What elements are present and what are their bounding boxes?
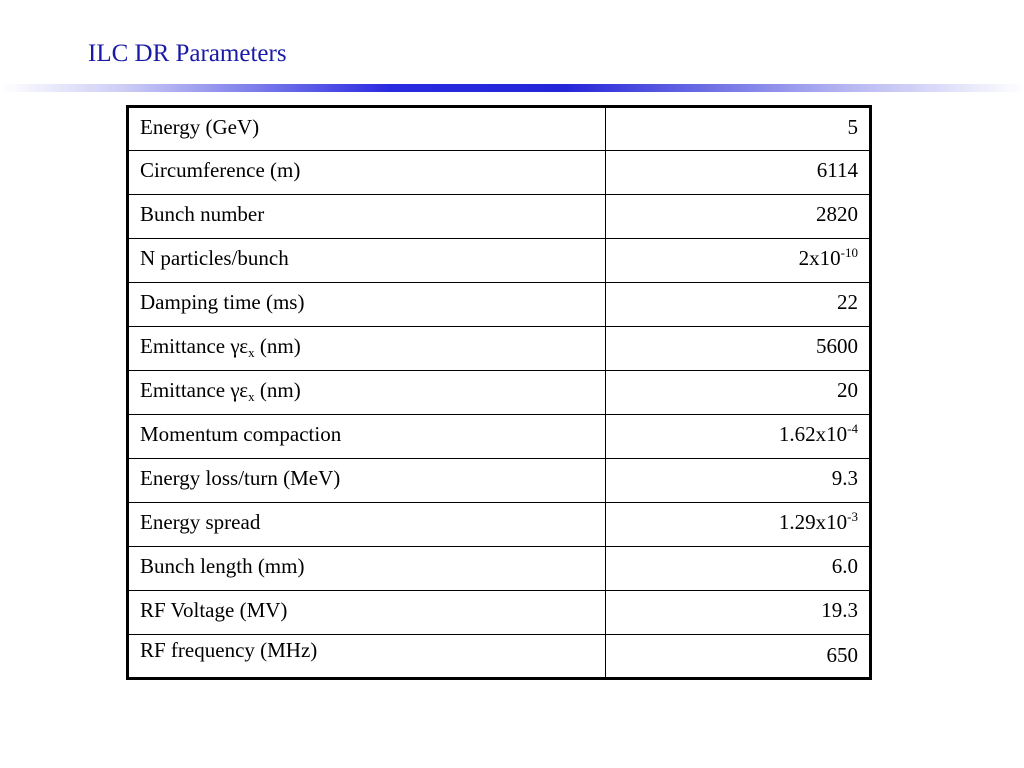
parameter-name: RF Voltage (MV) [128,591,606,635]
table-row [128,503,871,547]
value-base: 1.29x10 [778,510,848,534]
parameter-name [128,371,606,415]
value-base: 1.62x10 [778,422,848,446]
name-suffix: (nm) [254,378,301,402]
parameter-name: Damping time (ms) [128,283,606,327]
parameter-name: N particles/bunch [128,239,606,283]
parameter-value: 6114 [606,151,871,195]
table-row [128,195,871,239]
parameter-name: Energy loss/turn (MeV) [128,459,606,503]
parameter-name [128,327,606,371]
parameter-value: 650 [606,635,871,679]
table-row [128,591,871,635]
name-suffix: (nm) [254,334,301,358]
table-row [128,415,871,459]
name-subscript: x [248,389,255,404]
parameter-name: Bunch number [128,195,606,239]
value-exponent: -10 [840,245,858,260]
parameter-value: 6.0 [606,547,871,591]
parameter-name: Circumference (m) [128,151,606,195]
parameter-value: 9.3 [606,459,871,503]
value-base: 2x10 [798,246,841,270]
table-row [128,371,871,415]
parameter-value [606,239,871,283]
parameter-name: RF frequency (MHz) [128,635,606,679]
table-row [128,327,871,371]
table-row [128,283,871,327]
parameter-value: 5 [606,107,871,151]
parameters-table [126,105,872,680]
parameter-value [606,503,871,547]
table-row [128,151,871,195]
table-row [128,635,871,679]
title-divider [0,84,1024,92]
parameter-name: Energy spread [128,503,606,547]
parameter-value: 2820 [606,195,871,239]
parameter-name: Energy (GeV) [128,107,606,151]
value-exponent: -3 [847,509,858,524]
name-subscript: x [248,345,255,360]
slide-title: ILC DR Parameters [88,40,287,67]
table-row [128,459,871,503]
table-row [128,547,871,591]
value-exponent: -4 [847,421,858,436]
parameter-value: 19.3 [606,591,871,635]
parameter-value [606,415,871,459]
name-prefix: Emittance γε [140,378,249,402]
table-row [128,107,871,151]
table-row [128,239,871,283]
parameter-value: 5600 [606,327,871,371]
parameter-value: 22 [606,283,871,327]
parameter-name: Momentum compaction [128,415,606,459]
parameter-value: 20 [606,371,871,415]
name-prefix: Emittance γε [140,334,249,358]
parameter-name: Bunch length (mm) [128,547,606,591]
